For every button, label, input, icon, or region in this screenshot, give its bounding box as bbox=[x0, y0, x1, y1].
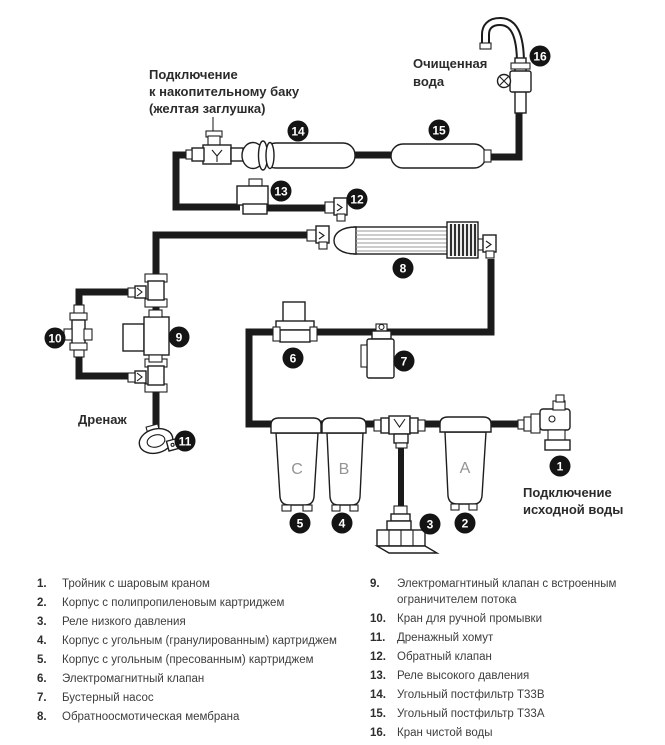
filter-letter-a: A bbox=[459, 460, 471, 477]
legend-text: Корпус с полипропиленовым картриджем bbox=[62, 597, 285, 609]
membrane-left-elbow bbox=[307, 226, 329, 249]
legend-num: 3. bbox=[37, 616, 47, 628]
legend-item-15 bbox=[370, 707, 655, 723]
part-13-high-pressure-switch bbox=[237, 179, 268, 214]
legend-text: Кран чистой воды bbox=[397, 726, 493, 739]
svg-text:7: 7 bbox=[400, 354, 408, 369]
legend-item-4 bbox=[37, 634, 365, 650]
legend-text: Дренажный хомут bbox=[397, 631, 494, 644]
tank-tee-fitting bbox=[186, 131, 248, 164]
legend-item-16 bbox=[370, 726, 655, 742]
svg-text:(желтая заглушка): (желтая заглушка) bbox=[149, 101, 266, 116]
svg-text:15: 15 bbox=[432, 123, 446, 138]
legend-text: Реле низкого давления bbox=[62, 616, 186, 628]
svg-text:1: 1 bbox=[556, 459, 564, 474]
legend-text: Обратноосмотическая мембрана bbox=[62, 711, 240, 723]
source-water-label bbox=[523, 485, 623, 517]
svg-text:13: 13 bbox=[274, 184, 288, 199]
svg-text:к накопительному баку: к накопительному баку bbox=[149, 84, 300, 99]
svg-text:Очищенная: Очищенная bbox=[413, 56, 488, 71]
legend-num: 9. bbox=[370, 578, 380, 590]
part-6-solenoid-valve bbox=[273, 302, 317, 342]
svg-text:12: 12 bbox=[350, 192, 364, 207]
legend-item-5 bbox=[37, 653, 365, 669]
drain-label: Дренаж bbox=[78, 412, 127, 427]
badge-12 bbox=[347, 189, 368, 210]
legend-num: 2. bbox=[37, 597, 47, 609]
feed-tee-fitting bbox=[374, 416, 425, 448]
legend-text: Обратный клапан bbox=[397, 650, 492, 663]
filter-letter-c: C bbox=[291, 461, 303, 478]
legend-item-9 bbox=[370, 577, 655, 608]
part-1-source-tee-valve bbox=[518, 395, 570, 450]
svg-text:3: 3 bbox=[426, 517, 434, 532]
drain-tee-top bbox=[128, 274, 167, 307]
legend-item-13 bbox=[370, 669, 655, 685]
legend-num: 7. bbox=[37, 692, 47, 704]
filter-housing-c bbox=[271, 418, 321, 511]
legend-num: 13. bbox=[370, 669, 386, 682]
legend-item-14 bbox=[370, 688, 655, 704]
svg-text:5: 5 bbox=[296, 516, 304, 531]
legend-text: Угольный постфильтр T33B bbox=[397, 688, 545, 701]
badge-2 bbox=[455, 513, 476, 534]
legend-text: Бустерный насос bbox=[62, 692, 154, 704]
svg-text:11: 11 bbox=[178, 434, 192, 449]
svg-text:10: 10 bbox=[48, 331, 62, 346]
legend-item-8 bbox=[37, 710, 365, 726]
badge-13 bbox=[271, 181, 292, 202]
part-15-postfilter bbox=[391, 144, 491, 168]
legend-num: 15. bbox=[370, 707, 386, 720]
legend-num: 8. bbox=[37, 711, 47, 723]
legend-num: 14. bbox=[370, 688, 386, 701]
badge-7 bbox=[394, 351, 415, 372]
legend-item-12 bbox=[370, 650, 655, 666]
badge-6 bbox=[283, 348, 304, 369]
badge-8 bbox=[393, 258, 414, 279]
svg-text:9: 9 bbox=[175, 330, 183, 345]
legend-column-right bbox=[370, 577, 655, 745]
legend-num: 1. bbox=[37, 578, 47, 590]
svg-text:Подключение: Подключение bbox=[523, 485, 612, 500]
part-10-flush-valve bbox=[64, 305, 92, 357]
badge-3 bbox=[420, 514, 441, 535]
svg-text:4: 4 bbox=[338, 516, 346, 531]
part-9-flow-restrictor-valve bbox=[123, 310, 169, 362]
badge-15 bbox=[429, 120, 450, 141]
filter-housing-a bbox=[440, 417, 491, 510]
svg-text:2: 2 bbox=[461, 516, 469, 531]
badge-9 bbox=[169, 327, 190, 348]
badge-14 bbox=[288, 121, 309, 142]
svg-text:14: 14 bbox=[291, 124, 305, 139]
legend-num: 12. bbox=[370, 650, 386, 663]
drain-tee-bottom bbox=[128, 359, 167, 392]
legend-num: 5. bbox=[37, 654, 47, 666]
badge-10 bbox=[45, 328, 66, 349]
svg-text:исходной воды: исходной воды bbox=[523, 502, 624, 517]
svg-text:16: 16 bbox=[533, 49, 547, 64]
svg-text:вода: вода bbox=[413, 74, 445, 89]
svg-text:Подключение: Подключение bbox=[149, 67, 238, 82]
part-12-check-valve bbox=[325, 198, 347, 221]
badge-11 bbox=[175, 431, 196, 452]
filter-letter-b: B bbox=[338, 461, 350, 478]
legend-text: Реле высокого давления bbox=[397, 669, 530, 682]
badge-16 bbox=[530, 46, 551, 67]
legend-text: Тройник с шаровым краном bbox=[62, 578, 210, 590]
svg-text:6: 6 bbox=[289, 351, 297, 366]
part-14-postfilter bbox=[242, 141, 355, 170]
legend-item-10 bbox=[370, 612, 655, 628]
svg-text:8: 8 bbox=[399, 261, 407, 276]
legend-item-7 bbox=[37, 691, 365, 707]
legend-num: 11. bbox=[370, 631, 386, 644]
badge-5 bbox=[290, 513, 311, 534]
legend-num: 4. bbox=[37, 635, 47, 647]
clean-water-label bbox=[413, 56, 487, 89]
legend-item-6 bbox=[37, 672, 365, 688]
legend-item-11 bbox=[370, 631, 655, 647]
legend-text: Корпус с угольным (пресованным) картриджем bbox=[62, 654, 314, 666]
legend-text: Электромагнтиный клапан с встроенным ограничителем потока bbox=[397, 578, 617, 606]
legend-num: 6. bbox=[37, 673, 47, 685]
legend-text: Кран для ручной промывки bbox=[397, 612, 543, 625]
legend-num: 16. bbox=[370, 726, 386, 739]
filter-housing-b bbox=[322, 418, 366, 511]
part-16-faucet bbox=[480, 22, 531, 114]
legend-item-1 bbox=[37, 577, 365, 593]
legend-text: Угольный постфильтр T33A bbox=[397, 707, 545, 720]
badge-4 bbox=[332, 513, 353, 534]
legend-column-left bbox=[37, 577, 365, 729]
legend-text: Корпус с угольным (гранулированным) картриджем bbox=[62, 635, 337, 647]
tank-connection-label bbox=[149, 67, 300, 116]
legend-item-3 bbox=[37, 615, 365, 631]
badge-1 bbox=[550, 456, 571, 477]
legend-num: 10. bbox=[370, 612, 386, 625]
legend-item-2 bbox=[37, 596, 365, 612]
part-8-ro-membrane bbox=[334, 222, 478, 258]
legend-text: Электромагнитный клапан bbox=[62, 673, 205, 685]
